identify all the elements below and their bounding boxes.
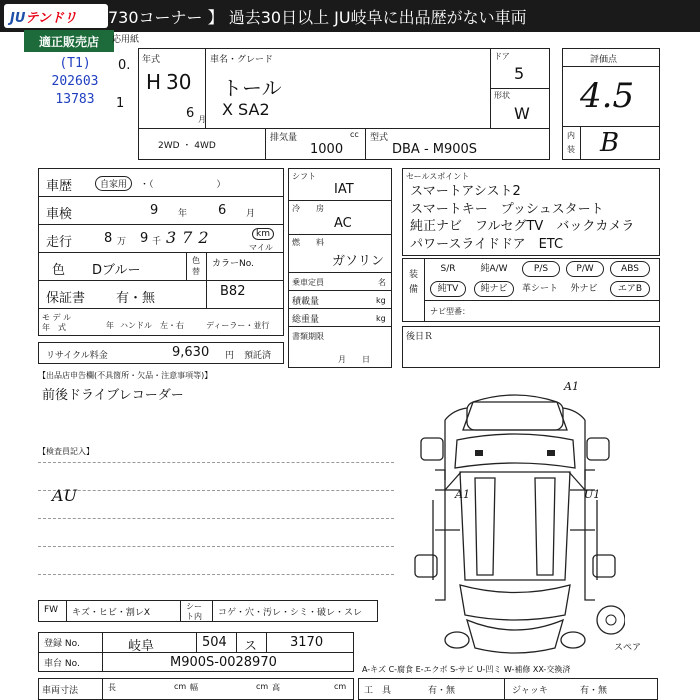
mileage-label: 走行 xyxy=(46,235,73,250)
size-height-unit: cm xyxy=(334,682,347,691)
jack-value: 有・無 xyxy=(580,686,608,696)
inspection-label: 車検 xyxy=(46,207,73,222)
recycle-value: 9,630 xyxy=(172,345,210,360)
size-width-label: 幅 xyxy=(190,683,198,692)
spare-label: スペア xyxy=(614,643,642,653)
weight-label: 総重量 xyxy=(292,315,320,325)
name-label: 車名・グレード xyxy=(210,55,274,65)
year-value: 30 xyxy=(166,70,192,94)
inspection-year: 9 xyxy=(150,203,159,218)
declaration-text: 前後ドライブレコーダー xyxy=(42,388,184,403)
number-one: 1 xyxy=(116,96,125,111)
sales-point-line: スマートアシスト2 xyxy=(410,184,521,199)
inspection-month-unit: 月 xyxy=(246,209,256,219)
score-value: 4.5 xyxy=(580,76,635,116)
car-diagram xyxy=(405,380,625,680)
inspector-label: 【検査員記入】 xyxy=(38,447,94,456)
equip-abs: ABS xyxy=(610,261,650,277)
registration-label: 登録 No. xyxy=(44,639,80,649)
history-label: 車歴 xyxy=(46,179,73,194)
mark-left: A1 xyxy=(455,488,470,501)
page-title: 730コーナー 】 過去30日以上 JU岐阜に出品歴がない車両 xyxy=(108,8,527,27)
shape-label: 形状 xyxy=(494,91,510,100)
equipment-label-2: 備 xyxy=(409,285,419,295)
size-width-unit: cm xyxy=(256,682,269,691)
ac-label-1: 冷 xyxy=(292,204,300,213)
sales-point-list xyxy=(410,183,634,253)
equip-navi: 純ナビ xyxy=(474,281,514,297)
rear-r-box xyxy=(402,326,660,368)
color-label: 色 xyxy=(52,263,66,278)
model-type-label-2: 年 式 xyxy=(42,323,66,332)
mileage-rest: 372 xyxy=(166,228,215,247)
inspection-month: 6 xyxy=(218,203,227,218)
color-swap-label-1: 色 xyxy=(192,256,200,265)
displacement-label: 排気量 xyxy=(270,133,298,143)
number-suffix: 0. xyxy=(118,58,131,73)
warranty-label: 保証書 xyxy=(46,291,86,306)
equip-alloy-wheel: 純A/W xyxy=(480,264,508,274)
equip-pw: P/W xyxy=(566,261,604,277)
tools-label: 工 具 xyxy=(364,686,392,696)
model-type-label-1: モ デ ル xyxy=(42,313,72,322)
capacity-unit: 名 xyxy=(378,278,386,287)
sales-point-line: 純正ナビ フルセグTV バックカメラ xyxy=(410,219,635,234)
equip-airbag: エアB xyxy=(610,281,650,297)
registration-city: 岐阜 xyxy=(128,639,155,654)
recycle-unit: 円 xyxy=(225,351,235,361)
mileage-man-unit: 万 xyxy=(117,237,127,247)
vehicle-name: トール xyxy=(222,76,282,100)
damage-legend: A-キズ C-腐食 E-エクボ S-サビ U-凹ミ W-補修 XX-交換済 xyxy=(362,665,571,674)
drive-type: 2WD ・ 4WD xyxy=(158,141,216,151)
recycle-status: 預託済 xyxy=(244,351,272,361)
equip-sr: S/R xyxy=(440,264,456,274)
door-value: 5 xyxy=(514,64,525,83)
mileage-sen: 9 xyxy=(140,231,149,246)
mark-right: U1 xyxy=(584,488,601,501)
score-label: 評価点 xyxy=(590,55,618,65)
size-length-label: 長 xyxy=(108,683,116,692)
shift-value: IAT xyxy=(334,182,354,197)
ac-label-2: 房 xyxy=(316,204,324,213)
stock-number: (T1) 202603 13783 xyxy=(51,56,99,107)
load-unit: kg xyxy=(376,296,386,305)
interior-label-2: 装 xyxy=(567,145,575,154)
equip-ps: P/S xyxy=(522,261,560,277)
dealer-badge: 適正販売店 xyxy=(24,30,114,52)
month-value: 6 xyxy=(186,106,195,121)
interior-label-1: 内 xyxy=(567,131,575,140)
equipment-label-1: 装 xyxy=(409,270,419,280)
weight-unit: kg xyxy=(376,314,386,323)
equip-tv: 純TV xyxy=(430,281,466,297)
inspector-note: AU xyxy=(52,486,78,505)
registration-kana: ス xyxy=(244,639,258,654)
year-label: 年式 xyxy=(142,55,161,65)
fuel-value: ガソリン xyxy=(332,254,385,269)
fw-items: キズ・ヒビ・割レX xyxy=(72,608,150,618)
shift-label: シフト xyxy=(292,172,316,181)
load-label: 積載量 xyxy=(292,297,320,307)
doc-unit: 月 日 xyxy=(338,355,370,364)
model-type-year-unit: 年 xyxy=(106,321,114,330)
rear-r-label: 後日Ｒ xyxy=(406,332,434,342)
mileage-unit-km: km xyxy=(252,228,274,240)
cc-label: cc xyxy=(350,130,359,139)
model-type-handle: ハンドル 左・右 xyxy=(120,321,184,330)
month-unit: 月 xyxy=(198,115,206,124)
door-label: ドア xyxy=(494,52,510,61)
mileage-man: 8 xyxy=(104,231,113,246)
size-label: 車両寸法 xyxy=(42,686,79,696)
shape-value: W xyxy=(514,104,530,123)
capacity-label: 乗車定員 xyxy=(292,278,324,287)
nav-model-label: ナビ型番： xyxy=(430,307,470,316)
history-suffix: ・（ ） xyxy=(140,180,226,190)
sales-point-line: スマートキー プッシュスタート xyxy=(410,201,604,217)
equip-leather: 革シート xyxy=(521,284,558,294)
color-value: Dブルー xyxy=(92,263,141,278)
jack-label: ジャッキ xyxy=(512,686,548,696)
equip-ext-navi: 外ナビ xyxy=(570,284,598,294)
color-swap-label-2: 替 xyxy=(192,267,200,276)
mark-front: A1 xyxy=(564,380,579,393)
brand-logo: JUテンドリ xyxy=(4,4,108,28)
seat-label-2: ト内 xyxy=(186,612,202,621)
registration-number: 3170 xyxy=(290,635,324,650)
seat-items: コゲ・穴・汚レ・シミ・破レ・スレ xyxy=(218,608,363,618)
tools-value: 有・無 xyxy=(428,686,456,696)
warranty-value: 有・無 xyxy=(116,291,156,306)
color-code-label: カラーNo. xyxy=(212,259,254,269)
model-type-dealer: ディーラー・並行 xyxy=(206,321,270,330)
declaration-label: 【出品店申告欄(不具箇所・欠品・注意事項等)】 xyxy=(38,371,213,380)
doc-label: 書類期限 xyxy=(292,332,324,341)
model-value: DBA - M900S xyxy=(392,142,478,157)
history-value: 自家用 xyxy=(95,176,132,191)
mileage-sen-unit: 千 xyxy=(152,237,162,247)
fw-label: FW xyxy=(44,605,59,615)
fuel-label-1: 燃 xyxy=(292,238,300,247)
fuel-label-2: 料 xyxy=(316,238,324,247)
sales-point-line: パワースライドドア ETC xyxy=(410,236,564,252)
chassis-label: 車台 No. xyxy=(44,659,80,669)
size-length-unit: cm xyxy=(174,682,187,691)
model-label: 型式 xyxy=(370,133,389,143)
sales-point-label: セールスポイント xyxy=(406,172,470,181)
recycle-label: リサイクル料金 xyxy=(46,351,108,361)
size-height-label: 高 xyxy=(272,683,280,692)
vehicle-grade: X SA2 xyxy=(222,100,270,119)
cut-label: 応用紙 xyxy=(112,35,140,45)
registration-class: 504 xyxy=(202,635,227,650)
tools-row xyxy=(358,678,658,700)
chassis-number: M900S-0028970 xyxy=(170,655,277,670)
year-era: H xyxy=(146,70,162,94)
ac-value: AC xyxy=(334,216,352,231)
seat-label-1: シー xyxy=(186,602,202,611)
color-code: B82 xyxy=(220,284,246,299)
displacement-value: 1000 xyxy=(310,142,344,157)
inspection-year-unit: 年 xyxy=(178,209,188,219)
interior-score: B xyxy=(600,128,620,158)
mileage-unit-mile: マイル xyxy=(249,243,273,252)
